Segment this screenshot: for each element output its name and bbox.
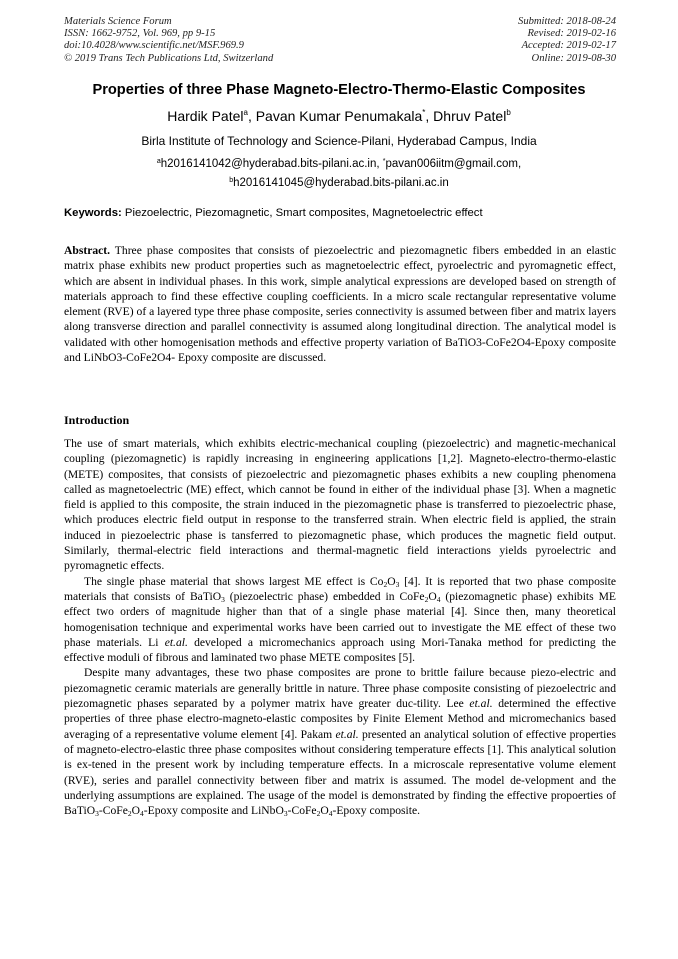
affiliation: Birla Institute of Technology and Science-Pilani, Hyderabad Campus, India	[141, 134, 537, 148]
author-list	[0, 108, 678, 124]
date-revised: Revised: 2019-02-16	[527, 28, 616, 40]
email-mark: *	[382, 158, 386, 165]
submission-dates	[518, 16, 616, 65]
author-name: Hardik Patel	[167, 108, 244, 124]
email-link[interactable]: h2016141045@hyderabad.bits-pilani.ac.in	[233, 176, 449, 189]
author-affil-mark: a	[243, 108, 248, 117]
date-accepted: Accepted: 2019-02-17	[521, 40, 616, 52]
journal-issn: ISSN: 1662-9752, Vol. 969, pp 9-15	[64, 28, 216, 40]
email-link[interactable]: pavan006iitm@gmail.com,	[385, 158, 522, 170]
author-name: Pavan Kumar Penumakala	[255, 108, 423, 124]
journal-name: Materials Science Forum	[64, 16, 172, 27]
author-name: Dhruv Patel	[433, 108, 507, 124]
paper-title: Properties of three Phase Magneto-Electro-Thermo-Elastic Composites	[92, 82, 586, 98]
introduction-body	[64, 436, 616, 818]
author-separator: ,	[425, 108, 434, 124]
paragraph: Despite many advantages, these two phase composites are prone to brittle failure because piezo-electric and piezomagnetic ceramic materials are generally brittle in nature. Three phase composite consisting of piezoelectric and piezomagnetic phases separated by a polymer matrix have greater duc-tility. Lee et.al. determined the effective properties of three phase electro-magneto-elastic composites by Finite Element Method and micromechanics based averaging of a representative volume element [4]. Pakam et.al. presented an analytical solution of effective properties of magneto-electro-elastic three phase composites without considering temperature effects [1]. This analytical solution is ex-tened in the present work by including temperature effects. In a microscale representative volume element (RVE), series and parallel connectivity between fiber and matrix is assumed. The model de-velopment and the underlying assumptions are explained. The usage of the model is demonstrated by finding the effective propoerties of $BaTiO_3-CoFe_2O_4$-Epoxy composite and $LiNbO_3-CoFe_2O_4$-Epoxy composite.	[64, 666, 617, 819]
date-submitted: Submitted: 2018-08-24	[518, 16, 616, 27]
journal-copyright: © 2019 Trans Tech Publications Ltd, Switzerland	[64, 52, 274, 64]
abstract-text: Three phase composites that consists of piezoelectric and piezomagnetic fibers embedded in an elastic matrix phase exhibits new product properties such as magnetoelectric effect, pyroelectric and pyromagnetic effect, which are absent in individual phases. In this work, simple analytical expressions are developed based on strength of materials approach to find these effective coupling coefficients. In a micro scale rectangular representative volume element (RVE) of a layered type three phase composite, series connectivity is assumed between fiber and matrix layers along transverse direction and parallel connectivity is assumed along longitudinal direction. The analytical model is validated with other homogenisation methods and effective property variation of BaTiO3-CoFe2O4-Epoxy composite and LiNbO3-CoFe2O4- Epoxy composite are discussed.	[64, 244, 616, 365]
author-separator: ,	[247, 108, 256, 124]
keywords	[64, 207, 616, 219]
abstract	[64, 243, 616, 365]
email-mark: b	[229, 176, 234, 184]
journal-doi: doi:10.4028/www.scientific.net/MSF.969.9	[64, 40, 244, 52]
paragraph: The use of smart materials, which exhibits electric-mechanical coupling (piezoelectric) and magnetic-mechanical coupling (piezomagnetic) is rapidly increasing in engineering applications [1,2]. Magneto-electro-thermo-elastic (METE) composites, that consists of piezoelectric and piezomagnetic phases exhibits a new coupling phenomena called as magnetoelectric (ME) effect, which cannot be found in either of the individual phase [3]. When a magnetic field is applied to this composite, the strain induced in the piezomagnetic phase is transferred to piezoelectric phase, which produces electric field output in response to the transferred strain. When electric field is applied, the strain induced in piezoelectric phase is tansferred to piezomagnetic phase, which produces the magnetic field output. Similarly, thermal-electric field interactions and thermal-magnetic field interactions yields pyroelectric and pyromagnetic effects.	[64, 437, 616, 573]
paragraph: The single phase material that shows largest ME effect is $Co_2O_3$ [4]. It is reported that two phase composite materials that consists of BaTiO$_3$ (piezoelectric phase) embedded in $CoFe_2O_4$ (piezomagnetic phase) exhibits ME effect two orders of magnitude higher than that of a single phase material [4]. Since then, many theoretical homogenisation technique and experimental works have been carried out to investigate the ME effect of these two phase materials. Li et.al. developed a micromechanics approach using Mori-Tanaka method for predicting the effective moduli of fibrous and laminated two phase METE composites [5].	[64, 574, 617, 665]
author-emails	[0, 154, 678, 191]
date-online: Online: 2019-08-30	[531, 52, 616, 64]
abstract-label: Abstract.	[64, 244, 111, 257]
email-link[interactable]: h2016141042@hyderabad.bits-pilani.ac.in,	[160, 158, 383, 170]
keywords-label: Keywords:	[64, 207, 122, 219]
author-affil-mark: b	[506, 108, 511, 117]
email-mark: a	[156, 158, 161, 165]
keywords-text: Piezoelectric, Piezomagnetic, Smart composites, Magnetoelectric effect	[121, 207, 483, 219]
journal-info	[64, 16, 273, 65]
author-affil-mark: *	[422, 108, 426, 117]
section-heading-introduction: Introduction	[64, 413, 130, 427]
